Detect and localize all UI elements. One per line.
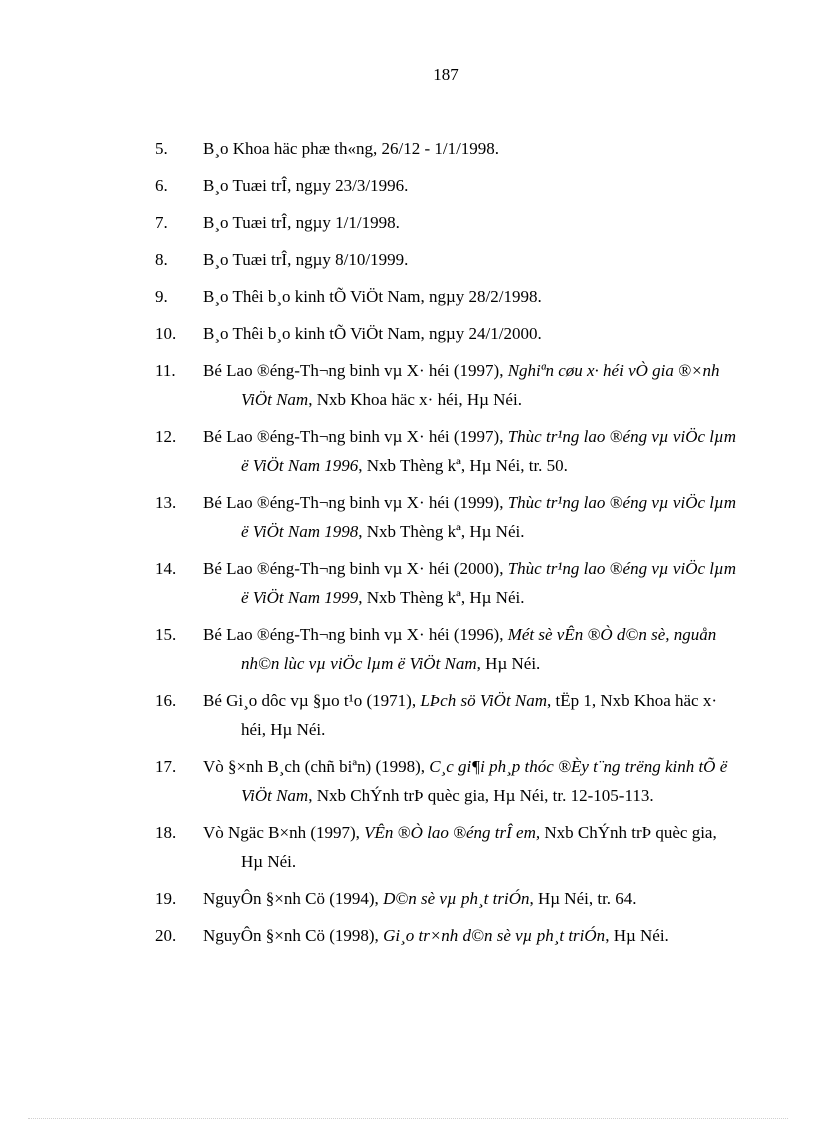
reference-text (203, 422, 740, 480)
reference-spacer (0, 546, 816, 554)
reference-spacer (0, 678, 816, 686)
reference-segment: B¸o Khoa häc phæ th«ng, 26/12 - 1/1/1998. (203, 139, 500, 158)
reference-number: 13. (155, 493, 177, 512)
reference-text (203, 554, 740, 612)
reference-segment: Bé Lao ®éng-Th¬ng binh vµ X· héi (1997), (203, 361, 508, 380)
reference-segment: B¸o Thêi b¸o kinh tÕ ViÖt Nam, ngµy 28/2/1998. (203, 287, 542, 306)
reference-spacer (0, 163, 816, 171)
reference-segment: B¸o Tuæi trÎ, ngµy 1/1/1998. (203, 213, 400, 232)
reference-segment: , Hµ Néi. (605, 926, 669, 945)
reference-item (0, 422, 816, 480)
reference-text (203, 282, 740, 311)
reference-spacer (0, 200, 816, 208)
reference-segment: , Nxb ChÝnh trÞ quèc gia, Hµ Néi, tr. 12-105-113. (308, 786, 654, 805)
reference-item (0, 245, 816, 274)
reference-text (203, 620, 740, 678)
reference-title: Nghiªn cøu x· héi vÒ gia ®×nh ViÖt Nam (241, 361, 720, 409)
reference-segment: , Nxb Thèng kª, Hµ Néi. (358, 588, 525, 607)
reference-segment: B¸o Tuæi trÎ, ngµy 23/3/1996. (203, 176, 409, 195)
reference-number: 9. (155, 287, 168, 306)
reference-segment: Bé Lao ®éng-Th¬ng binh vµ X· héi (1999), (203, 493, 508, 512)
reference-title: Thùc tr¹ng lao ®éng vµ viÖc lµm ë ViÖt Nam 1998 (241, 493, 737, 541)
reference-text (203, 245, 740, 274)
reference-title: C¸c gi¶i ph¸p thóc ®Èy t¨ng trëng kinh tÕ ë ViÖt Nam (241, 757, 728, 805)
reference-title: D©n sè vµ ph¸t triÓn (383, 889, 530, 908)
page-number: 187 (433, 65, 459, 84)
reference-item (0, 356, 816, 414)
reference-item (0, 884, 816, 913)
reference-item (0, 554, 816, 612)
reference-item (0, 319, 816, 348)
reference-item (0, 488, 816, 546)
reference-spacer (0, 612, 816, 620)
reference-number: 18. (155, 823, 177, 842)
reference-title: Mét sè vÊn ®Ò d©n sè, nguån nh©n lùc vµ viÖc lµm ë ViÖt Nam (241, 625, 717, 673)
reference-number: 5. (155, 139, 168, 158)
reference-spacer (0, 913, 816, 921)
reference-item (0, 686, 816, 744)
reference-number: 19. (155, 889, 177, 908)
reference-title: Thùc tr¹ng lao ®éng vµ viÖc lµm ë ViÖt Nam 1999 (241, 559, 737, 607)
reference-text (203, 488, 740, 546)
reference-segment: Nxb ChÝnh trÞ quèc gia, Hµ Néi. (241, 823, 717, 871)
reference-text (203, 356, 740, 414)
reference-item (0, 921, 816, 950)
reference-spacer (0, 480, 816, 488)
reference-number: 15. (155, 625, 177, 644)
reference-segment: , Hµ Néi. (476, 654, 541, 673)
reference-number: 8. (155, 250, 168, 269)
reference-segment: , tËp 1, Nxb Khoa häc x· héi, Hµ Néi. (241, 691, 718, 739)
reference-segment: , Nxb Khoa häc x· héi, Hµ Néi. (308, 390, 522, 409)
page-bottom-border (28, 1118, 788, 1119)
reference-spacer (0, 744, 816, 752)
reference-number: 6. (155, 176, 168, 195)
reference-spacer (0, 810, 816, 818)
reference-segment: Bé Lao ®éng-Th¬ng binh vµ X· héi (2000), (203, 559, 508, 578)
reference-text (203, 818, 740, 876)
reference-segment: Vò §×nh B¸ch (chñ biªn) (1998), (203, 757, 430, 776)
reference-segment: , Nxb Thèng kª, Hµ Néi, tr. 50. (358, 456, 568, 475)
reference-text (203, 884, 740, 913)
reference-number: 11. (155, 361, 176, 380)
reference-spacer (0, 311, 816, 319)
reference-number: 16. (155, 691, 177, 710)
reference-spacer (0, 950, 816, 958)
reference-item (0, 620, 816, 678)
reference-number: 17. (155, 757, 177, 776)
reference-item (0, 208, 816, 237)
reference-number: 12. (155, 427, 177, 446)
reference-item (0, 134, 816, 163)
reference-title: LÞch sö ViÖt Nam (420, 691, 548, 710)
reference-list (0, 134, 816, 958)
reference-title: VÊn ®Ò lao ®éng trÎ em, (364, 823, 541, 842)
reference-title: Gi¸o tr×nh d©n sè vµ ph¸t triÓn (383, 926, 606, 945)
reference-text (203, 208, 740, 237)
reference-item (0, 171, 816, 200)
reference-number: 7. (155, 213, 168, 232)
reference-segment: Bé Lao ®éng-Th¬ng binh vµ X· héi (1997), (203, 427, 508, 446)
reference-segment: NguyÔn §×nh Cö (1994), (203, 889, 384, 908)
reference-segment: Bé Gi¸o dôc vµ §µo t¹o (1971), (203, 691, 421, 710)
reference-number: 20. (155, 926, 177, 945)
reference-item (0, 752, 816, 810)
reference-segment: Vò Ngäc B×nh (1997), (203, 823, 365, 842)
reference-segment: , Hµ Néi, tr. 64. (529, 889, 637, 908)
reference-number: 14. (155, 559, 177, 578)
reference-segment: B¸o Tuæi trÎ, ngµy 8/10/1999. (203, 250, 409, 269)
reference-title: Thùc tr¹ng lao ®éng vµ viÖc lµm ë ViÖt Nam 1996 (241, 427, 737, 475)
reference-text (203, 134, 740, 163)
reference-segment: NguyÔn §×nh Cö (1998), (203, 926, 384, 945)
reference-text (203, 752, 740, 810)
reference-item (0, 818, 816, 876)
reference-spacer (0, 237, 816, 245)
reference-spacer (0, 348, 816, 356)
reference-text (203, 921, 740, 950)
reference-segment: B¸o Thêi b¸o kinh tÕ ViÖt Nam, ngµy 24/1/2000. (203, 324, 542, 343)
reference-text (203, 686, 740, 744)
reference-spacer (0, 414, 816, 422)
reference-segment: Bé Lao ®éng-Th¬ng binh vµ X· héi (1996), (203, 625, 508, 644)
reference-spacer (0, 274, 816, 282)
reference-text (203, 319, 740, 348)
reference-text (203, 171, 740, 200)
reference-item (0, 282, 816, 311)
reference-segment: , Nxb Thèng kª, Hµ Néi. (358, 522, 525, 541)
reference-spacer (0, 876, 816, 884)
reference-number: 10. (155, 324, 177, 343)
